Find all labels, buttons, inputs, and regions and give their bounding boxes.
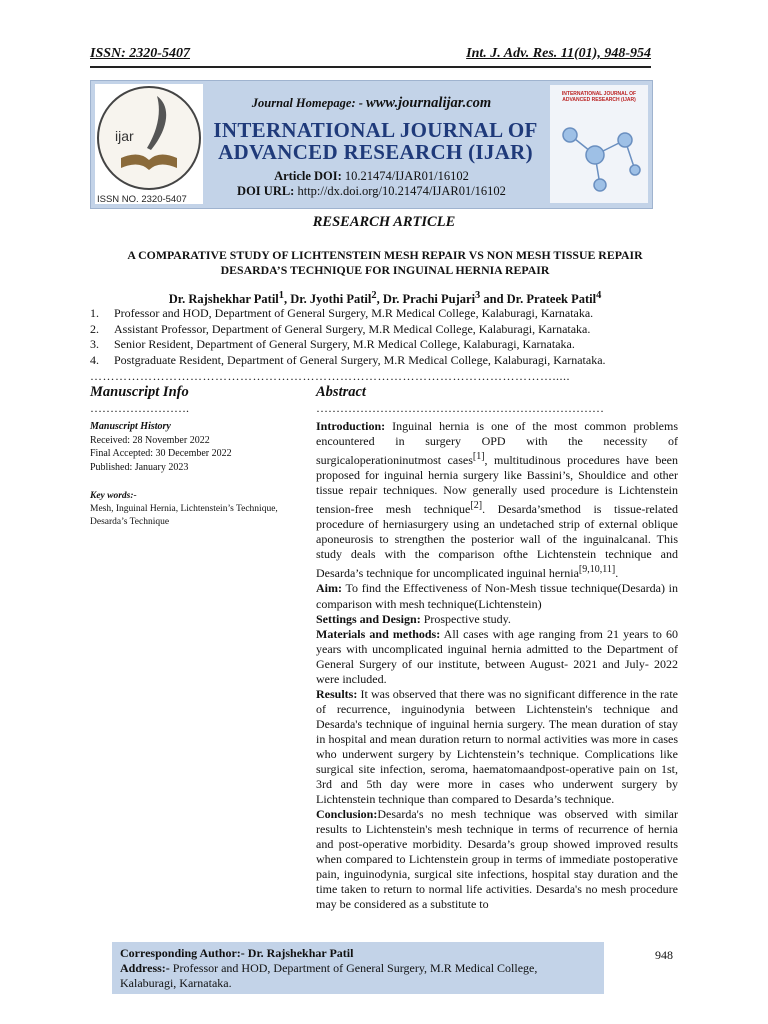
homepage-link[interactable]: www.journalijar.com <box>366 95 492 111</box>
issn: ISSN: 2320-5407 <box>90 46 190 61</box>
abstract-methods: Materials and methods: All cases with age ranging from 21 years to 60 years with uncomplicated inguinal hernia admitted to the Department of General Surgery of our institute, between August- 2021 and July- 2022 were included. <box>316 626 678 686</box>
affiliation: 3. Senior Resident, Department of General Surgery, M.R Medical College, Kalaburagi, Karnataka. <box>90 337 575 351</box>
title-line1: A COMPARATIVE STUDY OF LICHTENSTEIN MESH REPAIR VS NON MESH TISSUE REPAIR <box>127 248 643 262</box>
abstract-conclusion: Conclusion:Desarda's no mesh technique was observed with similar results to Lichtenstein's mesh technique in terms of recurrence of hernia and post-operative morbidity. Desarda’s group showed improved results when compared to Lichtenstein group in terms of immediate postoperative pain, inguinodynia, surgical site infections, hospital stay duration and the time taken to return to normal life activities. Desarda's no mesh procedure may be considered as a substitute to <box>316 807 678 912</box>
journal-cover-thumbnail <box>550 85 648 203</box>
abstract-header <box>316 384 678 416</box>
author-name: Dr. Prachi Pujari <box>382 292 476 307</box>
article-type: RESEARCH ARTICLE <box>312 214 456 230</box>
accepted-date: Final Accepted: 30 December 2022 <box>90 448 232 459</box>
manuscript-info <box>90 384 290 529</box>
keywords <box>90 490 290 529</box>
abstract-results: Results: It was observed that there was no significant difference in the rate of recurrence, inguinodynia between Lichtenstein's technique and Desarda's technique of inguinal hernia surgery. The mean duration of stay in hospital and mean duration return to normal activities was more in cases who underwent surgery by Lichtenstein’s technique. Complications like surgical site infection, seroma, haematomaandpost-operative pain on 1st, 3rd and 5th day were more in cases who underwent surgery by Lichtenstein technique than compared to Desarda’s technique. <box>316 686 678 807</box>
author-name: Dr. Prateek Patil <box>506 292 597 307</box>
history-label: Manuscript History <box>90 421 171 432</box>
author-name: Dr. Jyothi Patil <box>290 292 372 307</box>
abstract-aim: Aim: To find the Effectiveness of Non-Mesh tissue technique(Desarda) in comparison with mesh technique(Lichtenstein) <box>316 581 678 611</box>
section-separator: …………………………………………………………………………………………………..... <box>90 369 570 383</box>
abstract-introduction: Introduction: Inguinal hernia is one of the most common problems encountered in surgery OPD with the necessity of surgicaloperationinutmost cases[1], multitudinous procedures have been proposed for inguinal hernia surgery like Bassini’s, Shouldice and other tissue repair techniques. Now generally used procedure is Lichtenstein tension-free mesh technique[2]. Desarda’smethod is tissue-related procedure of herniasurgery using an undetached strip of external oblique aponeurosis to strengthen the posterior wall of the inguinalcanal. This study deals with the comparison ofthe Lichtenstein technique and Desarda’s technique for uncomplicated inguinal hernia[9,10,11]. <box>316 419 678 581</box>
keywords-text: Mesh, Inguinal Hernia, Lichtenstein’s Technique, Desarda’s Technique <box>90 504 278 527</box>
logo-text: ijar <box>115 128 134 144</box>
affiliation: 4. Postgraduate Resident, Department of General Surgery, M.R Medical College, Kalaburagi, Karnataka. <box>90 352 606 367</box>
journal-banner <box>90 80 653 209</box>
article-doi-label: Article DOI: <box>274 169 342 183</box>
article-doi: 10.21474/IJAR01/16102 <box>341 169 469 183</box>
journal-name-line1: INTERNATIONAL JOURNAL OF <box>213 118 538 142</box>
homepage-label: Journal Homepage: - <box>251 96 367 110</box>
author-list: Dr. Rajshekhar Patil$^1$, Dr. Jyothi Patil$^2$, Dr. Prachi Pujari$^3$ and Dr. Prateek Patil$^4$ <box>168 290 602 307</box>
doi-url-label: DOI URL: <box>237 184 295 198</box>
corresponding-author: Corresponding Author:- Dr. Rajshekhar Patil <box>120 946 354 960</box>
corresponding-author-box <box>112 942 604 994</box>
title-line2: DESARDA’S TECHNIQUE FOR INGUINAL HERNIA REPAIR <box>220 263 550 277</box>
journal-name-line2: ADVANCED RESEARCH (IJAR) <box>218 140 533 164</box>
page-number: 948 <box>655 948 673 962</box>
author-sup: 4 <box>596 290 602 301</box>
manuscript-heading: Manuscript Info <box>90 384 189 400</box>
paper-title <box>90 248 680 278</box>
received-date: Received: 28 November 2022 <box>90 434 210 446</box>
keywords-label: Key words:- <box>90 491 137 501</box>
author-address: Address:- Professor and HOD, Department of General Surgery, M.R Medical College, Kalaburagi, Karnataka. <box>120 961 538 990</box>
author-name: Dr. Rajshekhar Patil <box>168 292 279 307</box>
citation: Int. J. Adv. Res. 11(01), 948-954 <box>466 46 651 61</box>
author-sup: 2 <box>371 290 377 301</box>
published-date: Published: January 2023 <box>90 461 189 473</box>
abstract-dots: ……………………………………………………………… <box>316 401 604 415</box>
manuscript-history <box>90 420 290 474</box>
journal-name <box>203 119 548 163</box>
affiliation: 2. Assistant Professor, Department of General Surgery, M.R Medical College, Kalaburagi, Karnataka. <box>90 321 591 336</box>
author-sup: 1 <box>278 290 284 301</box>
manuscript-dots: ……………………. <box>90 401 189 415</box>
abstract-settings: Settings and Design: Prospective study. <box>316 611 511 626</box>
abstract-body <box>316 419 678 913</box>
author-sup: 3 <box>475 290 481 301</box>
affiliation-list <box>90 306 670 368</box>
doi-url-link[interactable]: http://dx.doi.org/10.21474/IJAR01/16102 <box>294 184 506 198</box>
cover-title: INTERNATIONAL JOURNAL OF ADVANCED RESEARCH (IJAR) <box>561 91 637 103</box>
logo-issn: ISSN NO. 2320-5407 <box>97 194 187 205</box>
running-header <box>90 46 651 64</box>
abstract-heading: Abstract <box>316 384 366 400</box>
header-rule <box>90 66 651 68</box>
affiliation: 1. Professor and HOD, Department of General Surgery, M.R Medical College, Kalaburagi, Karnataka. <box>90 306 594 320</box>
